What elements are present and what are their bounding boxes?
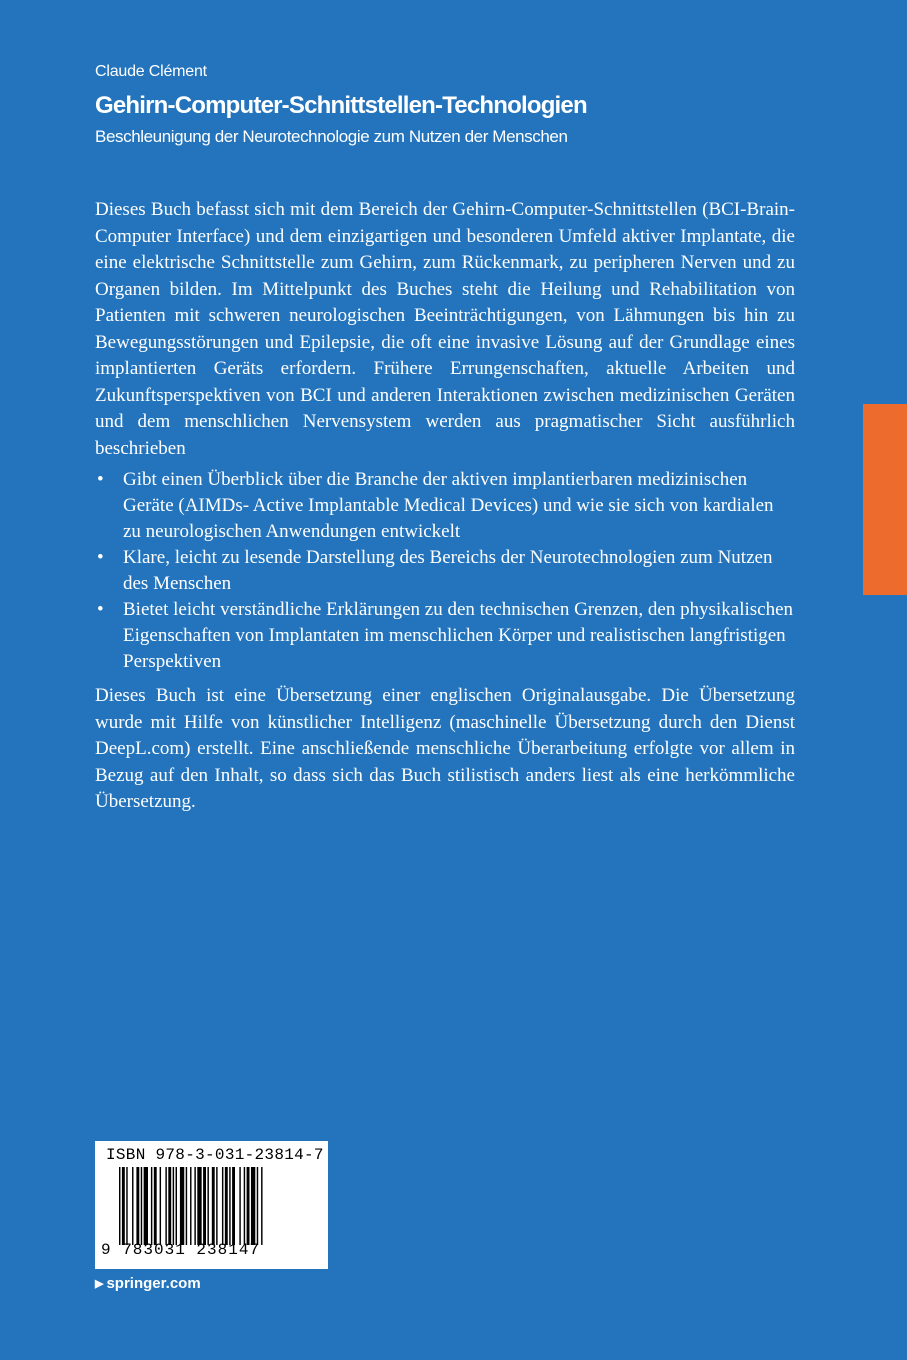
barcode-bar bbox=[160, 1167, 161, 1245]
bullet-icon: • bbox=[97, 547, 104, 568]
barcode-digits: 9 783031 238147 bbox=[101, 1241, 261, 1259]
barcode-bar bbox=[151, 1167, 152, 1245]
book-title: Gehirn-Computer-Schnittstellen-Technologien bbox=[95, 92, 587, 119]
barcode-bar bbox=[154, 1167, 157, 1245]
barcode-bar bbox=[144, 1167, 148, 1245]
list-item bbox=[95, 545, 795, 597]
arrow-right-icon: ▶ bbox=[95, 1278, 104, 1290]
barcode-bars bbox=[119, 1167, 309, 1245]
barcode-bar bbox=[232, 1167, 235, 1245]
barcode-bar bbox=[173, 1167, 174, 1245]
barcode-bar bbox=[239, 1167, 240, 1245]
translation-note: Dieses Buch ist eine Übersetzung einer englischen Originalausgabe. Die Übersetzung wurde mit Hilfe von künstlicher Intelligenz (maschinelle Übersetzung durch den Dienst DeepL.com) erstellt. Eine anschließende menschliche Überarbeitung erfolgte vor allem in Bezug auf den Inhalt, so dass sich das Buch stilistisch anders liest als eine herkömmliche Übersetzung. bbox=[95, 685, 795, 812]
orange-spine-tab bbox=[863, 404, 907, 595]
barcode-bar bbox=[136, 1167, 139, 1245]
barcode-bar bbox=[257, 1167, 258, 1245]
list-item-text: Klare, leicht zu lesende Darstellung des Bereichs der Neurotechnologien zum Nutzen des Menschen bbox=[123, 547, 773, 594]
barcode-bar bbox=[261, 1167, 262, 1245]
feature-list bbox=[95, 467, 795, 675]
list-item-text: Gibt einen Überblick über die Branche der aktiven implantierbaren medizinischen Geräte (AIMDs- Active Implantable Medical Devices) und wie sie sich von kardialen zu neurologischen Anwendungen entwickelt bbox=[123, 469, 774, 542]
barcode-bar bbox=[194, 1167, 195, 1245]
barcode-bar bbox=[190, 1167, 191, 1245]
barcode-bar bbox=[222, 1167, 223, 1245]
author-name: Claude Clément bbox=[95, 63, 207, 80]
barcode-bar bbox=[141, 1167, 142, 1245]
barcode-bar bbox=[207, 1167, 208, 1245]
barcode-bar bbox=[180, 1167, 184, 1245]
barcode-bar bbox=[225, 1167, 228, 1245]
bullet-icon: • bbox=[97, 599, 104, 620]
description-paragraph: Dieses Buch befasst sich mit dem Bereich der Gehirn-Computer-Schnittstellen (BCI-Brain-Computer Interface) und dem einzigartigen und besonderen Umfeld aktiver Implantate, die eine elektrische Schnittstelle zum Gehirn, zum Rückenmark, zu peripheren Nerven und zu Organen bilden. Im Mittelpunkt des Buches steht die Heilung und Rehabilitation von Patienten mit schweren neurologischen Beeinträchtigungen, von Lähmungen bis hin zu Bewegungsstörungen und Epilepsie, die oft eine invasive Lösung auf der Grundlage eines implantierten Geräts erfordern. Frühere Errungenschaften, aktuelle Arbeiten und Zukunftsperspektiven von BCI und anderen Interaktionen zwischen medizinischen Geräten und dem menschlichen Nervensystem werden aus pragmatischer Sicht ausführlich beschrieben bbox=[95, 199, 795, 459]
barcode-bar bbox=[119, 1167, 120, 1245]
barcode-bar bbox=[132, 1167, 133, 1245]
barcode-bar bbox=[216, 1167, 217, 1245]
barcode-bar bbox=[244, 1167, 245, 1245]
barcode-bar bbox=[247, 1167, 250, 1245]
barcode-bar bbox=[168, 1167, 171, 1245]
barcode-bar bbox=[186, 1167, 187, 1245]
barcode-bar bbox=[126, 1167, 127, 1245]
list-item bbox=[95, 597, 795, 675]
barcode-bar bbox=[251, 1167, 255, 1245]
isbn-label: ISBN 978-3-031-23814-7 bbox=[106, 1146, 324, 1164]
barcode-bar bbox=[203, 1167, 206, 1245]
barcode-bar bbox=[176, 1167, 177, 1245]
publisher-link-text: springer.com bbox=[106, 1275, 201, 1292]
barcode-bar bbox=[212, 1167, 215, 1245]
isbn-barcode bbox=[95, 1141, 328, 1269]
barcode-bar bbox=[229, 1167, 230, 1245]
list-item bbox=[95, 467, 795, 545]
publisher-link[interactable] bbox=[95, 1275, 201, 1292]
list-item-text: Bietet leicht verständliche Erklärungen zu den technischen Grenzen, den physikalischen Eigenschaften von Implantaten im menschlichen Körper und realistischen langfristigen Perspektiven bbox=[123, 599, 794, 672]
barcode-bar bbox=[197, 1167, 201, 1245]
barcode-bar bbox=[165, 1167, 166, 1245]
book-subtitle: Beschleunigung der Neurotechnologie zum Nutzen der Menschen bbox=[95, 127, 568, 146]
bullet-icon: • bbox=[97, 469, 104, 490]
barcode-bar bbox=[122, 1167, 125, 1245]
